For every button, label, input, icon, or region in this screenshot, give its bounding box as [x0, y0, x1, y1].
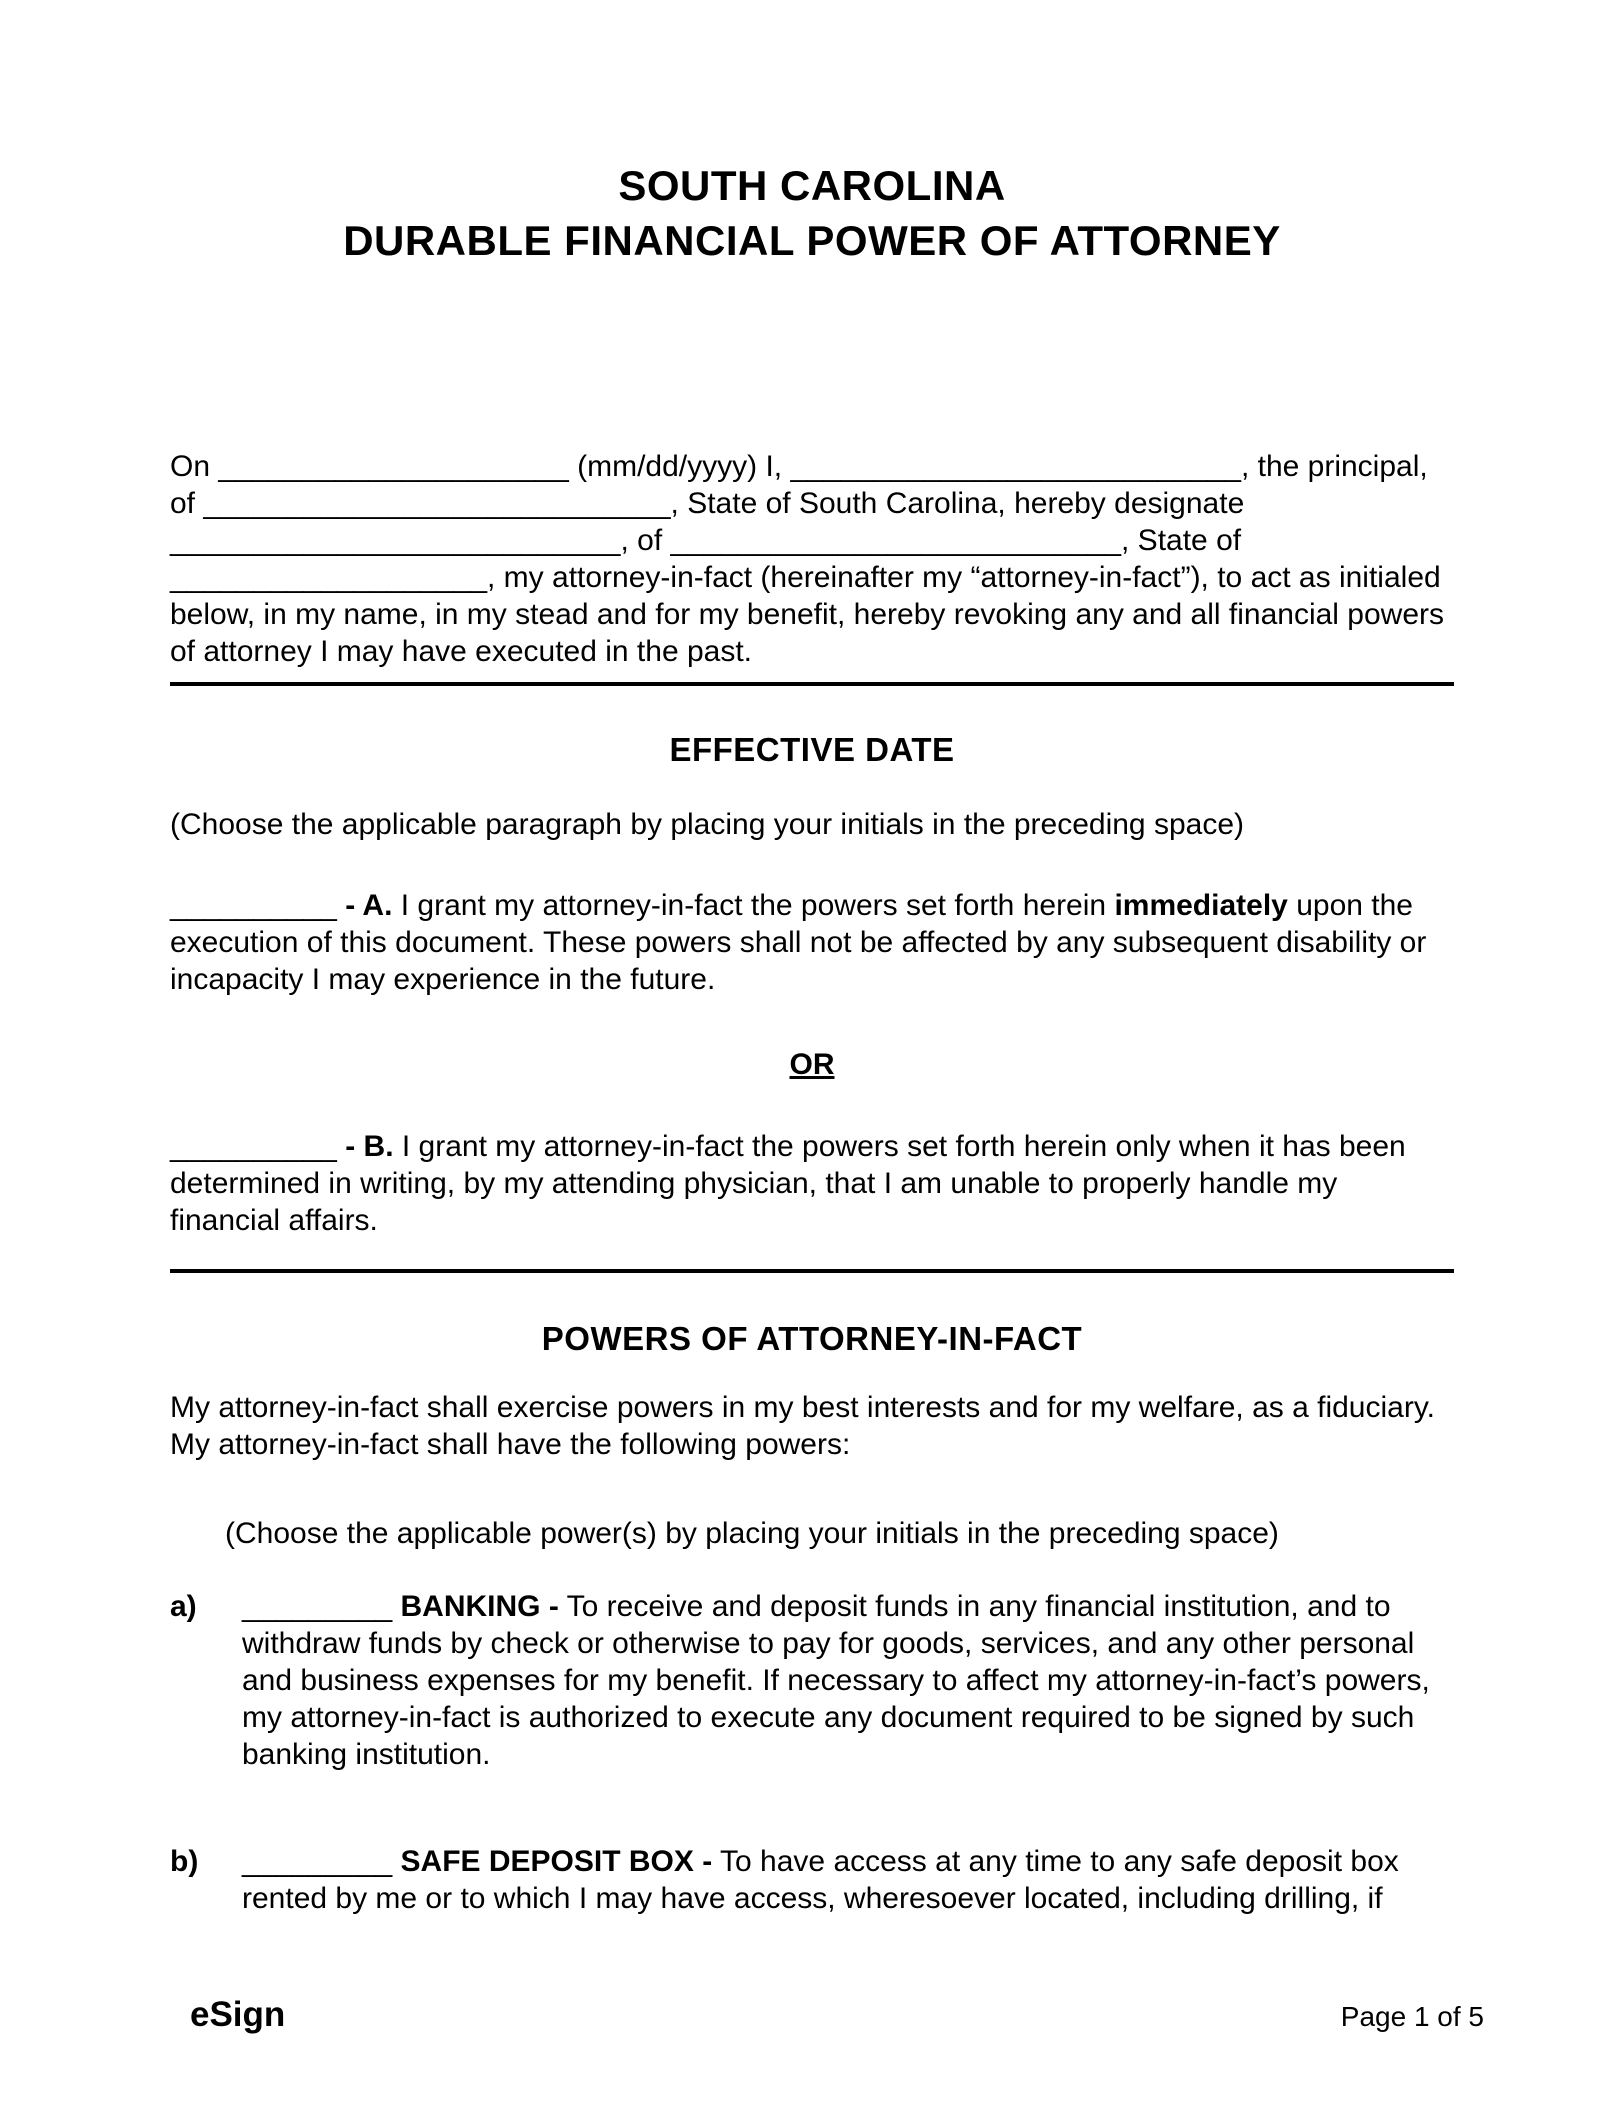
- effective-date-instruction: (Choose the applicable paragraph by placing your initials in the preceding space): [170, 808, 1244, 841]
- option-a-label: - A.: [345, 889, 393, 922]
- date-blank: _____________________: [218, 450, 569, 483]
- page-number: Page 1 of 5: [1340, 2001, 1484, 2032]
- text-line: and business expenses for my benefit. If necessary to affect my attorney-in-fact’s powers,: [242, 1664, 1430, 1697]
- banking-text: To receive and deposit funds in any financial institution, and to: [566, 1590, 1391, 1623]
- intro-text: , State of South Carolina, hereby designate: [670, 487, 1245, 520]
- text-line: My attorney-in-fact shall have the following powers:: [170, 1428, 851, 1461]
- document-title-line-1: SOUTH CAROLINA: [618, 162, 1006, 209]
- intro-paragraph: [170, 448, 1454, 670]
- text-line: [242, 1843, 1454, 1880]
- agent-address-blank: ___________________________: [670, 524, 1122, 557]
- text-line: [242, 1588, 1454, 1625]
- text-line: my attorney-in-fact is authorized to execute any document required to be signed by such: [242, 1701, 1415, 1734]
- text-line: [170, 1128, 1454, 1165]
- text-line: determined in writing, by my attending physician, that I am unable to properly handle my: [170, 1167, 1338, 1200]
- option-a-text: I grant my attorney-in-fact the powers set forth herein: [400, 889, 1107, 922]
- item-marker: a): [170, 1590, 197, 1623]
- text-line: below, in my name, in my stead and for my benefit, hereby revoking any and all financial powers: [170, 598, 1445, 631]
- document-title-line-2: DURABLE FINANCIAL POWER OF ATTORNEY: [343, 217, 1281, 264]
- intro-text: (mm/dd/yyyy) I,: [577, 450, 783, 483]
- principal-address-blank: ____________________________: [203, 487, 671, 520]
- text-line: withdraw funds by check or otherwise to pay for goods, services, and any other personal: [242, 1627, 1415, 1660]
- intro-text: , my attorney-in-fact (hereinafter my “attorney-in-fact”), to act as initialed: [487, 561, 1441, 594]
- banking-initials-blank: _________: [242, 1590, 393, 1623]
- safe-deposit-initials-blank: _________: [242, 1845, 393, 1878]
- item-body: [242, 1843, 1454, 1917]
- section-divider: [170, 1269, 1454, 1273]
- text-line: execution of this document. These powers shall not be affected by any subsequent disability or: [170, 926, 1427, 959]
- effective-date-heading: EFFECTIVE DATE: [669, 731, 955, 768]
- powers-intro-paragraph: [170, 1389, 1454, 1463]
- text-line: [170, 887, 1454, 924]
- text-line: banking institution.: [242, 1738, 491, 1771]
- safe-deposit-title: SAFE DEPOSIT BOX -: [400, 1845, 713, 1878]
- power-item-banking: [170, 1588, 1454, 1773]
- or-label: OR: [789, 1048, 835, 1081]
- option-b-label: - B.: [345, 1130, 394, 1163]
- text-line: [170, 559, 1454, 596]
- text-line: My attorney-in-fact shall exercise powers in my best interests and for my welfare, as a fiduciary.: [170, 1391, 1435, 1424]
- text-line: of attorney I may have executed in the past.: [170, 635, 753, 668]
- option-b-initials-blank: __________: [170, 1130, 337, 1163]
- or-separator: [170, 1046, 1454, 1083]
- text-line: rented by me or to which I may have access, wheresoever located, including drilling, if: [242, 1882, 1383, 1915]
- power-item-safe-deposit-box: [170, 1843, 1454, 1917]
- text-line: [170, 522, 1454, 559]
- intro-text: On: [170, 450, 211, 483]
- page-footer: [190, 1995, 1484, 2035]
- powers-instruction: (Choose the applicable power(s) by placing your initials in the preceding space): [225, 1517, 1279, 1550]
- option-a-initials-blank: __________: [170, 889, 337, 922]
- safe-deposit-text: To have access at any time to any safe deposit box: [720, 1845, 1399, 1878]
- principal-name-blank: ___________________________: [790, 450, 1241, 483]
- agent-state-blank: ___________________: [170, 561, 488, 594]
- option-b-text: I grant my attorney-in-fact the powers set forth herein only when it has been: [401, 1130, 1406, 1163]
- banking-title: BANKING -: [400, 1590, 559, 1623]
- intro-text: , of: [620, 524, 663, 557]
- option-a-paragraph: [170, 887, 1454, 998]
- section-divider: [170, 682, 1454, 686]
- text-line: incapacity I may experience in the future.: [170, 963, 716, 996]
- intro-text: of: [170, 487, 196, 520]
- option-b-paragraph: [170, 1128, 1454, 1239]
- intro-text: , the principal,: [1240, 450, 1428, 483]
- option-a-text: upon the: [1296, 889, 1413, 922]
- item-body: [242, 1588, 1454, 1773]
- item-marker: b): [170, 1845, 199, 1878]
- option-a-bold-word: immediately: [1114, 889, 1288, 922]
- powers-heading: POWERS OF ATTORNEY-IN-FACT: [541, 1320, 1083, 1357]
- text-line: [170, 448, 1454, 485]
- text-line: [170, 485, 1454, 522]
- text-line: financial affairs.: [170, 1204, 378, 1237]
- intro-text: , State of: [1121, 524, 1242, 557]
- document-content: [170, 0, 1454, 1917]
- document-title: [170, 158, 1454, 268]
- esign-logo: eSign: [190, 1995, 286, 2034]
- agent-name-blank: ___________________________: [170, 524, 621, 557]
